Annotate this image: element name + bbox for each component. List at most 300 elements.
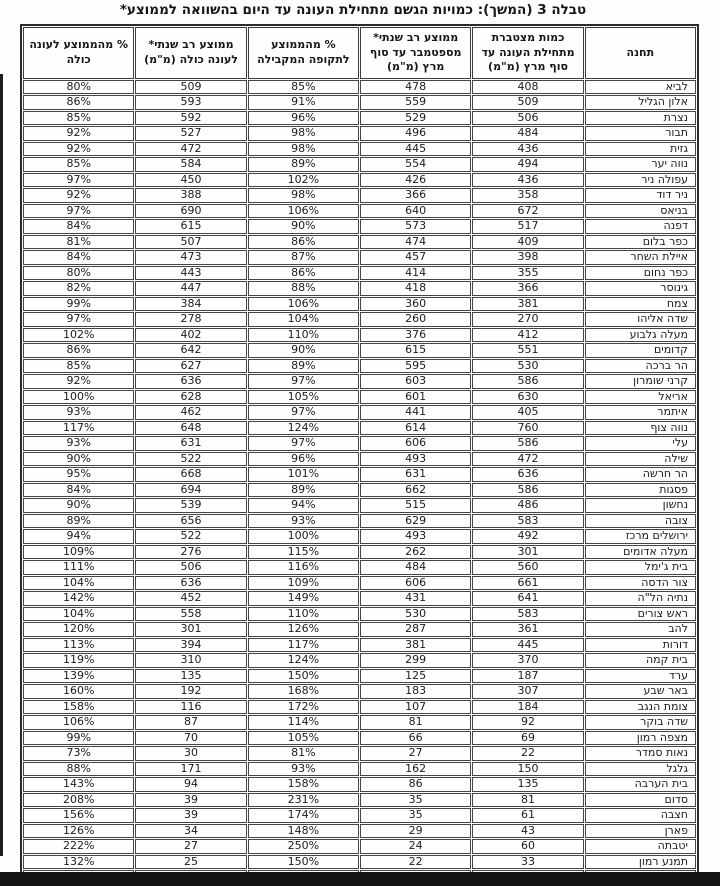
cell-avg_sep_mar: 287 [360,622,471,637]
cell-avg_season: 447 [135,281,246,296]
cell-cumulative: 484 [472,126,583,141]
cell-avg_sep_mar: 601 [360,390,471,405]
cell-avg_season: 648 [135,421,246,436]
cell-avg_season: 462 [135,405,246,420]
cell-avg_season: 628 [135,390,246,405]
cell-avg_sep_mar: 445 [360,142,471,157]
cell-pct_period: 88% [248,281,359,296]
cell-cumulative: 436 [472,173,583,188]
table-row [23,467,696,482]
cell-avg_season: 450 [135,173,246,188]
cell-avg_season: 615 [135,219,246,234]
cell-avg_sep_mar: 431 [360,591,471,606]
cell-station: נווה יער [585,157,696,172]
cell-pct_period: 100% [248,529,359,544]
cell-avg_sep_mar: 457 [360,250,471,265]
cell-pct_period: 85% [248,80,359,95]
cell-station: תמנע רמון [585,855,696,870]
cell-station: תבור [585,126,696,141]
cell-pct_period: 150% [248,669,359,684]
cell-cumulative: 560 [472,560,583,575]
cell-avg_season: 443 [135,266,246,281]
cell-avg_season: 402 [135,328,246,343]
cell-station: פסגות [585,483,696,498]
table-row [23,436,696,451]
cell-station: אריאל [585,390,696,405]
column-header-station: תחנה [585,27,696,79]
table-row [23,622,696,637]
table-row [23,746,696,761]
cell-station: שדה בוקר [585,715,696,730]
cell-pct_season: 143% [23,777,134,792]
cell-avg_sep_mar: 35 [360,808,471,823]
cell-avg_sep_mar: 262 [360,545,471,560]
cell-avg_season: 116 [135,700,246,715]
cell-pct_period: 102% [248,173,359,188]
cell-pct_season: 100% [23,390,134,405]
cell-station: בית הערבה [585,777,696,792]
cell-cumulative: 43 [472,824,583,839]
cell-avg_sep_mar: 615 [360,343,471,358]
cell-pct_season: 92% [23,374,134,389]
column-header-pct_season: % מהממוצע לעונה כולה [23,27,134,79]
cell-cumulative: 22 [472,746,583,761]
cell-cumulative: 583 [472,607,583,622]
cell-pct_period: 174% [248,808,359,823]
cell-cumulative: 361 [472,622,583,637]
cell-cumulative: 583 [472,514,583,529]
cell-pct_season: 73% [23,746,134,761]
cell-cumulative: 150 [472,762,583,777]
cell-avg_season: 301 [135,622,246,637]
cell-avg_sep_mar: 640 [360,204,471,219]
cell-cumulative: 381 [472,297,583,312]
table-row [23,266,696,281]
cell-avg_sep_mar: 260 [360,312,471,327]
cell-avg_sep_mar: 662 [360,483,471,498]
cell-station: הר ברכה [585,359,696,374]
cell-avg_season: 34 [135,824,246,839]
cell-station: צובה [585,514,696,529]
cell-cumulative: 672 [472,204,583,219]
cell-station: איתמר [585,405,696,420]
cell-station: בניאס [585,204,696,219]
cell-avg_season: 642 [135,343,246,358]
cell-pct_period: 114% [248,715,359,730]
cell-avg_sep_mar: 24 [360,839,471,854]
cell-station: גינוסר [585,281,696,296]
cell-station: בית קמה [585,653,696,668]
cell-station: מצפה רמון [585,731,696,746]
cell-avg_season: 171 [135,762,246,777]
table-row [23,297,696,312]
cell-station: צור הדסה [585,576,696,591]
cell-avg_sep_mar: 183 [360,684,471,699]
cell-avg_season: 539 [135,498,246,513]
table-row [23,824,696,839]
cell-cumulative: 494 [472,157,583,172]
cell-pct_period: 89% [248,157,359,172]
cell-pct_season: 160% [23,684,134,699]
cell-pct_period: 117% [248,638,359,653]
cell-avg_season: 507 [135,235,246,250]
cell-pct_season: 94% [23,529,134,544]
cell-pct_season: 81% [23,235,134,250]
cell-pct_season: 84% [23,219,134,234]
cell-pct_season: 126% [23,824,134,839]
cell-pct_period: 93% [248,514,359,529]
table-row [23,281,696,296]
cell-avg_season: 506 [135,560,246,575]
cell-avg_sep_mar: 631 [360,467,471,482]
cell-cumulative: 517 [472,219,583,234]
table-row [23,808,696,823]
table-row [23,312,696,327]
cell-cumulative: 355 [472,266,583,281]
cell-avg_season: 631 [135,436,246,451]
table-row [23,250,696,265]
cell-station: נאות סמדר [585,746,696,761]
cell-station: איילת השחר [585,250,696,265]
cell-pct_period: 98% [248,142,359,157]
cell-avg_sep_mar: 418 [360,281,471,296]
cell-pct_period: 158% [248,777,359,792]
cell-cumulative: 641 [472,591,583,606]
cell-avg_sep_mar: 595 [360,359,471,374]
cell-avg_season: 690 [135,204,246,219]
cell-avg_season: 593 [135,95,246,110]
cell-station: גזית [585,142,696,157]
cell-cumulative: 270 [472,312,583,327]
cell-pct_season: 97% [23,204,134,219]
cell-station: דפנה [585,219,696,234]
cell-cumulative: 69 [472,731,583,746]
cell-avg_season: 694 [135,483,246,498]
cell-avg_season: 636 [135,576,246,591]
cell-avg_season: 584 [135,157,246,172]
cell-avg_sep_mar: 484 [360,560,471,575]
cell-avg_sep_mar: 614 [360,421,471,436]
cell-avg_season: 592 [135,111,246,126]
cell-station: קדומים [585,343,696,358]
cell-pct_period: 150% [248,855,359,870]
cell-pct_season: 97% [23,173,134,188]
cell-avg_season: 522 [135,452,246,467]
cell-avg_sep_mar: 603 [360,374,471,389]
table-row [23,374,696,389]
cell-cumulative: 61 [472,808,583,823]
cell-pct_period: 89% [248,483,359,498]
cell-station: ירושלים מרכז [585,529,696,544]
cell-pct_period: 90% [248,219,359,234]
table-row [23,715,696,730]
table-row [23,111,696,126]
cell-avg_season: 39 [135,808,246,823]
cell-avg_sep_mar: 629 [360,514,471,529]
cell-pct_period: 172% [248,700,359,715]
cell-avg_sep_mar: 426 [360,173,471,188]
cell-pct_period: 124% [248,653,359,668]
cell-pct_season: 104% [23,576,134,591]
cell-cumulative: 187 [472,669,583,684]
cell-pct_season: 92% [23,126,134,141]
cell-station: אלון הגליל [585,95,696,110]
cell-pct_season: 222% [23,839,134,854]
cell-station: עפולה ניר [585,173,696,188]
cell-station: להב [585,622,696,637]
cell-avg_sep_mar: 35 [360,793,471,808]
cell-avg_season: 94 [135,777,246,792]
table-row [23,95,696,110]
table-row [23,498,696,513]
cell-pct_period: 101% [248,467,359,482]
cell-pct_period: 124% [248,421,359,436]
cell-pct_period: 110% [248,607,359,622]
cell-pct_season: 85% [23,111,134,126]
cell-cumulative: 472 [472,452,583,467]
column-header-cumulative: כמות מצטברת מתחילת העונה עד סוף מרץ (מ"מ) [472,27,583,79]
cell-avg_sep_mar: 29 [360,824,471,839]
cell-avg_season: 135 [135,669,246,684]
cell-avg_season: 192 [135,684,246,699]
cell-station: שדה אליהו [585,312,696,327]
cell-station: באר שבע [585,684,696,699]
cell-pct_period: 149% [248,591,359,606]
cell-pct_period: 104% [248,312,359,327]
cell-avg_sep_mar: 299 [360,653,471,668]
cell-avg_sep_mar: 478 [360,80,471,95]
cell-pct_period: 105% [248,390,359,405]
table-row [23,545,696,560]
table-row [23,762,696,777]
cell-cumulative: 412 [472,328,583,343]
table-row [23,591,696,606]
cell-avg_season: 527 [135,126,246,141]
cell-avg_sep_mar: 493 [360,452,471,467]
cell-station: גלגל [585,762,696,777]
cell-avg_season: 656 [135,514,246,529]
cell-pct_season: 99% [23,731,134,746]
cell-avg_sep_mar: 86 [360,777,471,792]
cell-station: שילה [585,452,696,467]
table-row [23,638,696,653]
cell-cumulative: 184 [472,700,583,715]
cell-pct_period: 148% [248,824,359,839]
table-row [23,529,696,544]
cell-cumulative: 509 [472,95,583,110]
cell-pct_season: 93% [23,405,134,420]
cell-station: מעלה אדומים [585,545,696,560]
table-row [23,80,696,95]
table-row [23,142,696,157]
header-row [23,27,696,79]
table-row [23,126,696,141]
cell-pct_period: 168% [248,684,359,699]
cell-cumulative: 301 [472,545,583,560]
cell-pct_season: 85% [23,157,134,172]
cell-avg_sep_mar: 360 [360,297,471,312]
table-row [23,359,696,374]
cell-pct_season: 102% [23,328,134,343]
cell-cumulative: 492 [472,529,583,544]
cell-avg_sep_mar: 441 [360,405,471,420]
table-row [23,235,696,250]
table-row [23,483,696,498]
cell-station: ערד [585,669,696,684]
table-row [23,343,696,358]
cell-avg_sep_mar: 162 [360,762,471,777]
table-row [23,405,696,420]
cell-pct_period: 96% [248,111,359,126]
cell-avg_sep_mar: 27 [360,746,471,761]
table-row [23,855,696,870]
cell-avg_season: 522 [135,529,246,544]
table-row [23,607,696,622]
cell-station: נתיה הל"ה [585,591,696,606]
cell-avg_season: 473 [135,250,246,265]
cell-avg_sep_mar: 81 [360,715,471,730]
cell-cumulative: 551 [472,343,583,358]
cell-avg_season: 394 [135,638,246,653]
cell-pct_season: 84% [23,250,134,265]
cell-cumulative: 33 [472,855,583,870]
table-row [23,560,696,575]
cell-avg_sep_mar: 529 [360,111,471,126]
cell-pct_season: 132% [23,855,134,870]
cell-pct_season: 111% [23,560,134,575]
cell-pct_period: 110% [248,328,359,343]
cell-cumulative: 630 [472,390,583,405]
table-body [23,80,696,885]
cell-pct_season: 95% [23,467,134,482]
cell-station: ניר דוד [585,188,696,203]
cell-pct_period: 81% [248,746,359,761]
table-row [23,328,696,343]
cell-cumulative: 506 [472,111,583,126]
cell-avg_season: 39 [135,793,246,808]
cell-avg_season: 27 [135,839,246,854]
cell-cumulative: 760 [472,421,583,436]
cell-pct_period: 105% [248,731,359,746]
cell-pct_period: 126% [248,622,359,637]
cell-cumulative: 358 [472,188,583,203]
cell-avg_sep_mar: 381 [360,638,471,653]
cell-pct_season: 92% [23,188,134,203]
cell-pct_season: 90% [23,498,134,513]
cell-avg_sep_mar: 573 [360,219,471,234]
table-row [23,839,696,854]
cell-pct_season: 84% [23,483,134,498]
cell-pct_season: 97% [23,312,134,327]
table-row [23,793,696,808]
scan-artifact-bottom-bar [0,872,720,886]
column-header-avg_season: ממוצע רב שנתי* לעונה כולה (מ"מ) [135,27,246,79]
cell-station: לביא [585,80,696,95]
cell-pct_season: 142% [23,591,134,606]
cell-cumulative: 405 [472,405,583,420]
cell-station: יטבתה [585,839,696,854]
cell-pct_season: 88% [23,762,134,777]
cell-pct_season: 156% [23,808,134,823]
cell-pct_period: 91% [248,95,359,110]
cell-pct_period: 93% [248,762,359,777]
cell-pct_season: 92% [23,142,134,157]
cell-pct_period: 116% [248,560,359,575]
table-row [23,452,696,467]
cell-avg_sep_mar: 496 [360,126,471,141]
table-row [23,653,696,668]
cell-avg_season: 636 [135,374,246,389]
table-row [23,669,696,684]
cell-pct_period: 250% [248,839,359,854]
cell-cumulative: 586 [472,483,583,498]
cell-pct_period: 98% [248,188,359,203]
cell-station: ראש צורים [585,607,696,622]
table-row [23,421,696,436]
cell-pct_season: 80% [23,266,134,281]
cell-station: עלי [585,436,696,451]
cell-pct_season: 106% [23,715,134,730]
cell-pct_period: 98% [248,126,359,141]
column-header-pct_period: % מהממוצע לתקופה המקבילה [248,27,359,79]
cell-station: דורות [585,638,696,653]
cell-pct_period: 90% [248,343,359,358]
column-header-avg_sep_mar: ממוצע רב שנתי* מספטמבר עד סוף מרץ (מ"מ) [360,27,471,79]
cell-cumulative: 135 [472,777,583,792]
cell-pct_season: 99% [23,297,134,312]
cell-pct_season: 158% [23,700,134,715]
cell-pct_period: 106% [248,297,359,312]
cell-avg_sep_mar: 474 [360,235,471,250]
cell-avg_sep_mar: 66 [360,731,471,746]
cell-avg_season: 472 [135,142,246,157]
cell-station: נווה צוף [585,421,696,436]
table-row [23,576,696,591]
cell-avg_sep_mar: 414 [360,266,471,281]
cell-avg_sep_mar: 107 [360,700,471,715]
table-header [23,27,696,79]
cell-station: נחשון [585,498,696,513]
cell-avg_sep_mar: 530 [360,607,471,622]
cell-cumulative: 530 [472,359,583,374]
table-row [23,204,696,219]
cell-avg_season: 70 [135,731,246,746]
cell-pct_season: 90% [23,452,134,467]
cell-avg_season: 25 [135,855,246,870]
cell-cumulative: 445 [472,638,583,653]
cell-pct_season: 86% [23,343,134,358]
cell-avg_season: 30 [135,746,246,761]
cell-pct_period: 87% [248,250,359,265]
cell-cumulative: 636 [472,467,583,482]
cell-pct_season: 85% [23,359,134,374]
cell-station: כפר בלום [585,235,696,250]
cell-avg_sep_mar: 515 [360,498,471,513]
cell-cumulative: 307 [472,684,583,699]
cell-avg_season: 310 [135,653,246,668]
cell-pct_season: 113% [23,638,134,653]
cell-pct_period: 109% [248,576,359,591]
cell-station: חצבה [585,808,696,823]
table-row [23,390,696,405]
table-row [23,157,696,172]
cell-cumulative: 408 [472,80,583,95]
cell-station: כפר נחום [585,266,696,281]
cell-pct_period: 97% [248,436,359,451]
cell-station: צמח [585,297,696,312]
rainfall-table [20,24,699,886]
cell-pct_period: 97% [248,405,359,420]
